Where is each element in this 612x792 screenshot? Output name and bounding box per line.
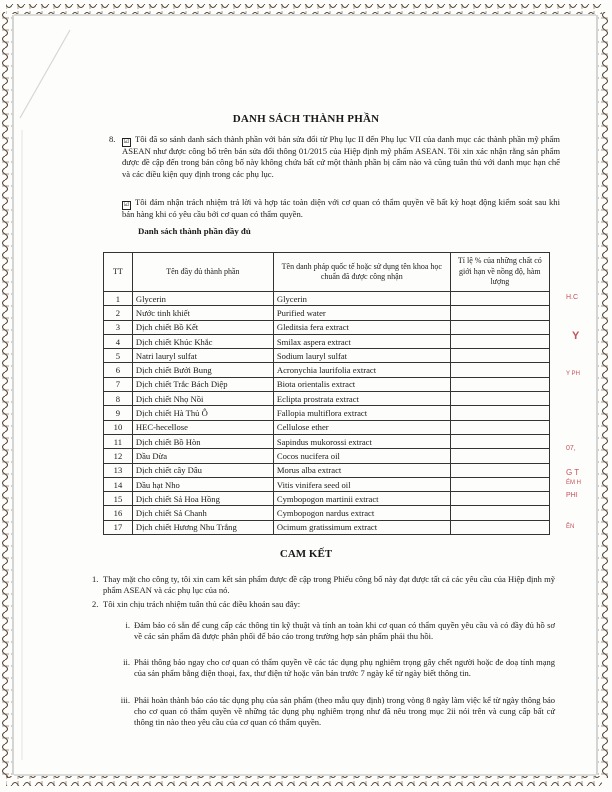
row-inci-name: Morus alba extract <box>273 463 450 477</box>
row-limit-percent <box>450 334 549 348</box>
row-full-name: Dịch chiết Bồ Kết <box>132 320 273 334</box>
row-limit-percent <box>450 520 549 534</box>
commitment-item-1-text: Thay mặt cho công ty, tôi xin cam kết sản phẩm được đề cập trong Phiếu công bố này đạt được tất cả các yêu cầu của Hiệp định mỹ phẩm ASEAN và các phụ lục của nó. <box>103 574 555 596</box>
sub-number: ii. <box>123 657 130 667</box>
row-full-name: Nước tinh khiết <box>132 306 273 320</box>
row-full-name: Dầu Dừa <box>132 449 273 463</box>
row-full-name: Glycerin <box>132 292 273 306</box>
paragraph-8 <box>109 134 560 180</box>
table-row <box>104 292 550 306</box>
row-limit-percent <box>450 363 549 377</box>
document-title: DANH SÁCH THÀNH PHẦN <box>232 113 380 125</box>
row-limit-percent <box>450 392 549 406</box>
stamp-fragment: Y PH <box>566 371 580 377</box>
sub-text: Phải thông báo ngay cho cơ quan có thẩm quyền về các tác dụng phụ nghiêm trọng gây chết người hoặc đe doạ tính mạng của sản phẩm bằng điện thoại, fax, thư điện tử hoặc văn bản trước 7 ngày kể từ ngày biết thông tin. <box>134 657 555 679</box>
commitment-item-2 <box>92 599 555 610</box>
row-index: 7 <box>104 377 133 391</box>
row-full-name: Dịch chiết Hương Nhu Trắng <box>132 520 273 534</box>
table-row <box>104 320 550 334</box>
table-row <box>104 306 550 320</box>
sub-text: Phải hoàn thành báo cáo tác dụng phụ của sản phẩm (theo mẫu quy định) trong vòng 8 ngày làm việc kể từ ngày thông báo cho cơ quan có thẩm quyền về những tác dụng phụ nghiêm trọng như đã nêu trong mục 2ii nói trên và cung cấp bất cứ thông tin nào theo yêu cầu của cơ quan có thẩm quyền. <box>134 695 555 728</box>
row-inci-name: Glycerin <box>273 292 450 306</box>
row-index: 4 <box>104 334 133 348</box>
row-full-name: Dịch chiết Hà Thủ Ô <box>132 406 273 420</box>
table-row <box>104 420 550 434</box>
row-inci-name: Cocos nucifera oil <box>273 449 450 463</box>
row-inci-name: Ocimum gratissimum extract <box>273 520 450 534</box>
row-limit-percent <box>450 463 549 477</box>
row-inci-name: Eclipta prostrata extract <box>273 392 450 406</box>
commitment-title: CAM KẾT <box>279 548 333 560</box>
item-number: 2. <box>92 599 99 609</box>
sub-number: i. <box>125 620 130 630</box>
row-inci-name: Purified water <box>273 306 450 320</box>
row-index: 3 <box>104 320 133 334</box>
stamp-fragment: 07, <box>566 445 576 452</box>
row-full-name: Dịch chiết cây Dâu <box>132 463 273 477</box>
table-row <box>104 449 550 463</box>
row-full-name: Dịch chiết Sả Chanh <box>132 506 273 520</box>
row-limit-percent <box>450 320 549 334</box>
commitment-item-1 <box>92 574 555 596</box>
table-row <box>104 506 550 520</box>
row-limit-percent <box>450 477 549 491</box>
table-row <box>104 463 550 477</box>
sub-text: Đảm bảo có sẵn để cung cấp các thông tin kỹ thuật và tính an toàn khi cơ quan có thẩm quyền yêu cầu và có đầy đủ hồ sơ về các sản phẩm đã được phân phối để báo cáo trong trường hợp sản phẩm phải thu hồi. <box>134 620 555 642</box>
row-index: 11 <box>104 434 133 448</box>
row-full-name: Dịch chiết Khúc Khắc <box>132 334 273 348</box>
row-full-name: HEC-hecellose <box>132 420 273 434</box>
table-row <box>104 406 550 420</box>
sub-number: iii. <box>120 695 130 705</box>
row-inci-name: Sodium lauryl sulfat <box>273 349 450 363</box>
table-row <box>104 520 550 534</box>
row-inci-name: Sapindus mukorossi extract <box>273 434 450 448</box>
paragraph-responsibility <box>122 197 560 220</box>
row-full-name: Dầu hạt Nho <box>132 477 273 491</box>
row-full-name: Dịch chiết Bưởi Bung <box>132 363 273 377</box>
checkbox-icon: ☑ <box>123 201 130 208</box>
header-index: TT <box>104 253 133 292</box>
row-index: 9 <box>104 406 133 420</box>
row-index: 13 <box>104 463 133 477</box>
row-full-name: Dịch chiết Sả Hoa Hồng <box>132 492 273 506</box>
stamp-fragment: PHI <box>566 492 578 499</box>
row-limit-percent <box>450 434 549 448</box>
paragraph-responsibility-text: Tôi đảm nhận trách nhiệm trả lời và hợp tác toàn diện với cơ quan có thẩm quyền về bất kỳ hoạt động kiểm soát sau khi bán hàng khi có yêu cầu bởi cơ quan có thẩm quyền. <box>122 197 560 219</box>
row-index: 6 <box>104 363 133 377</box>
row-full-name: Dịch chiết Bồ Hòn <box>132 434 273 448</box>
row-inci-name: Cymbopogon nardus extract <box>273 506 450 520</box>
stamp-fragment: H.C <box>566 294 579 301</box>
header-limit-percent: Tỉ lệ % của những chất có giới hạn về nồng độ, hàm lượng <box>450 253 549 292</box>
row-limit-percent <box>450 292 549 306</box>
row-limit-percent <box>450 306 549 320</box>
row-inci-name: Gleditsia fera extract <box>273 320 450 334</box>
row-limit-percent <box>450 449 549 463</box>
paragraph-8-text: Tôi đã so sánh danh sách thành phần với bản sửa đổi từ Phụ lục II đến Phụ lục VII của danh mục các thành phần mỹ phẩm ASEAN như được công bố trên bản sửa đổi thông 01/2015 của Hiệp định mỹ phẩm ASEAN. Tôi xin xác nhận rằng sản phẩm được đề cập đến trong bản công bố này không chứa bất cứ một thành phần bị cấm nào và cũng tuân thủ với danh mục hạn chế và các điều kiện quy định trong các phụ lục. <box>122 134 560 179</box>
row-limit-percent <box>450 506 549 520</box>
row-index: 15 <box>104 492 133 506</box>
row-index: 17 <box>104 520 133 534</box>
table-row <box>104 477 550 491</box>
row-full-name: Dịch chiết Nhọ Nồi <box>132 392 273 406</box>
row-inci-name: Cymbopogon martinii extract <box>273 492 450 506</box>
row-limit-percent <box>450 349 549 363</box>
table-row <box>104 377 550 391</box>
commitment-sub-ii <box>123 657 555 679</box>
row-limit-percent <box>450 377 549 391</box>
row-index: 2 <box>104 306 133 320</box>
row-inci-name: Acronychia laurifolia extract <box>273 363 450 377</box>
header-full-name: Tên đầy đủ thành phần <box>132 253 273 292</box>
table-row <box>104 492 550 506</box>
table-header-row <box>104 253 550 292</box>
table-row <box>104 392 550 406</box>
row-inci-name: Biota orientalis extract <box>273 377 450 391</box>
row-index: 16 <box>104 506 133 520</box>
commitment-sub-i <box>125 620 555 642</box>
item-number: 1. <box>92 574 99 584</box>
stamp-fragment: ÊN <box>566 524 575 530</box>
stamp-fragment: Y <box>572 330 580 342</box>
row-full-name: Natri lauryl sulfat <box>132 349 273 363</box>
commitment-item-2-text: Tôi xin chịu trách nhiệm tuân thủ các điều khoản sau đây: <box>103 599 301 609</box>
row-index: 8 <box>104 392 133 406</box>
stamp-fragment: ÉM H <box>566 480 581 486</box>
row-index: 12 <box>104 449 133 463</box>
row-index: 10 <box>104 420 133 434</box>
stamp-fragment: G T <box>566 468 580 477</box>
row-index: 5 <box>104 349 133 363</box>
table-row <box>104 334 550 348</box>
table-row <box>104 434 550 448</box>
row-inci-name: Smilax aspera extract <box>273 334 450 348</box>
ingredient-list-heading: Danh sách thành phần đầy đủ <box>138 226 251 236</box>
row-inci-name: Vitis vinifera seed oil <box>273 477 450 491</box>
header-inci-name: Tên danh pháp quốc tế hoặc sử dụng tên khoa học chuẩn đã được công nhận <box>273 253 450 292</box>
ingredient-table <box>103 252 550 535</box>
row-limit-percent <box>450 492 549 506</box>
commitment-sub-iii <box>120 695 555 729</box>
row-index: 14 <box>104 477 133 491</box>
table-row <box>104 349 550 363</box>
row-full-name: Dịch chiết Trắc Bách Diệp <box>132 377 273 391</box>
checkbox-icon: ☑ <box>123 138 130 145</box>
row-inci-name: Cellulose ether <box>273 420 450 434</box>
row-index: 1 <box>104 292 133 306</box>
table-row <box>104 363 550 377</box>
row-limit-percent <box>450 420 549 434</box>
row-limit-percent <box>450 406 549 420</box>
row-inci-name: Fallopia multiflora extract <box>273 406 450 420</box>
section-number: 8. <box>109 134 116 144</box>
